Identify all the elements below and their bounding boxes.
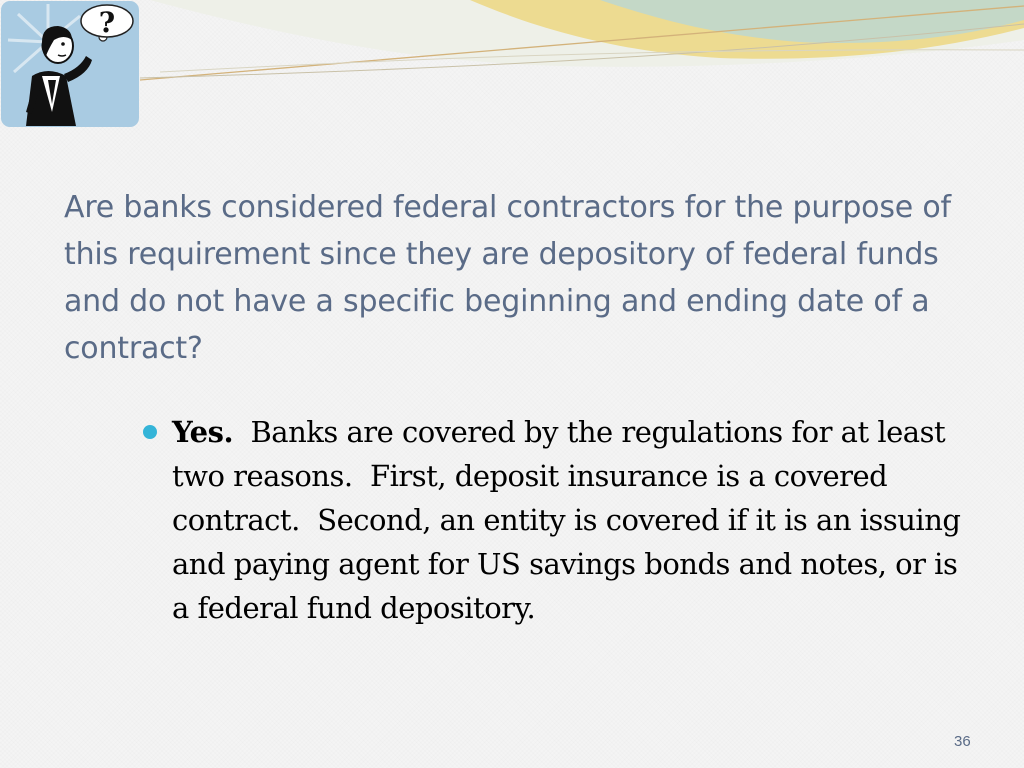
bullet-item <box>140 410 980 630</box>
thinking-person-question-mark-icon <box>0 0 140 128</box>
bullet-list <box>140 410 980 630</box>
bullet-text: Banks are covered by the regulations for at least two reasons. First, deposit insurance is a covered contract. Second, an entity is covered if it is an issuing and paying agent for US savings bonds and notes, or is a federal fund depository. <box>172 415 970 625</box>
svg-text:?: ? <box>98 6 116 39</box>
slide-title: Are banks considered federal contractors for the purpose of this requirement since they are depository of federal funds and do not have a specific beginning and ending date of a contract? <box>64 190 951 366</box>
page-number: 36 <box>954 733 971 750</box>
header-wave-decoration <box>0 0 1024 110</box>
bullet-lead: Yes. <box>172 415 234 449</box>
bullet-dot-icon <box>143 425 157 439</box>
